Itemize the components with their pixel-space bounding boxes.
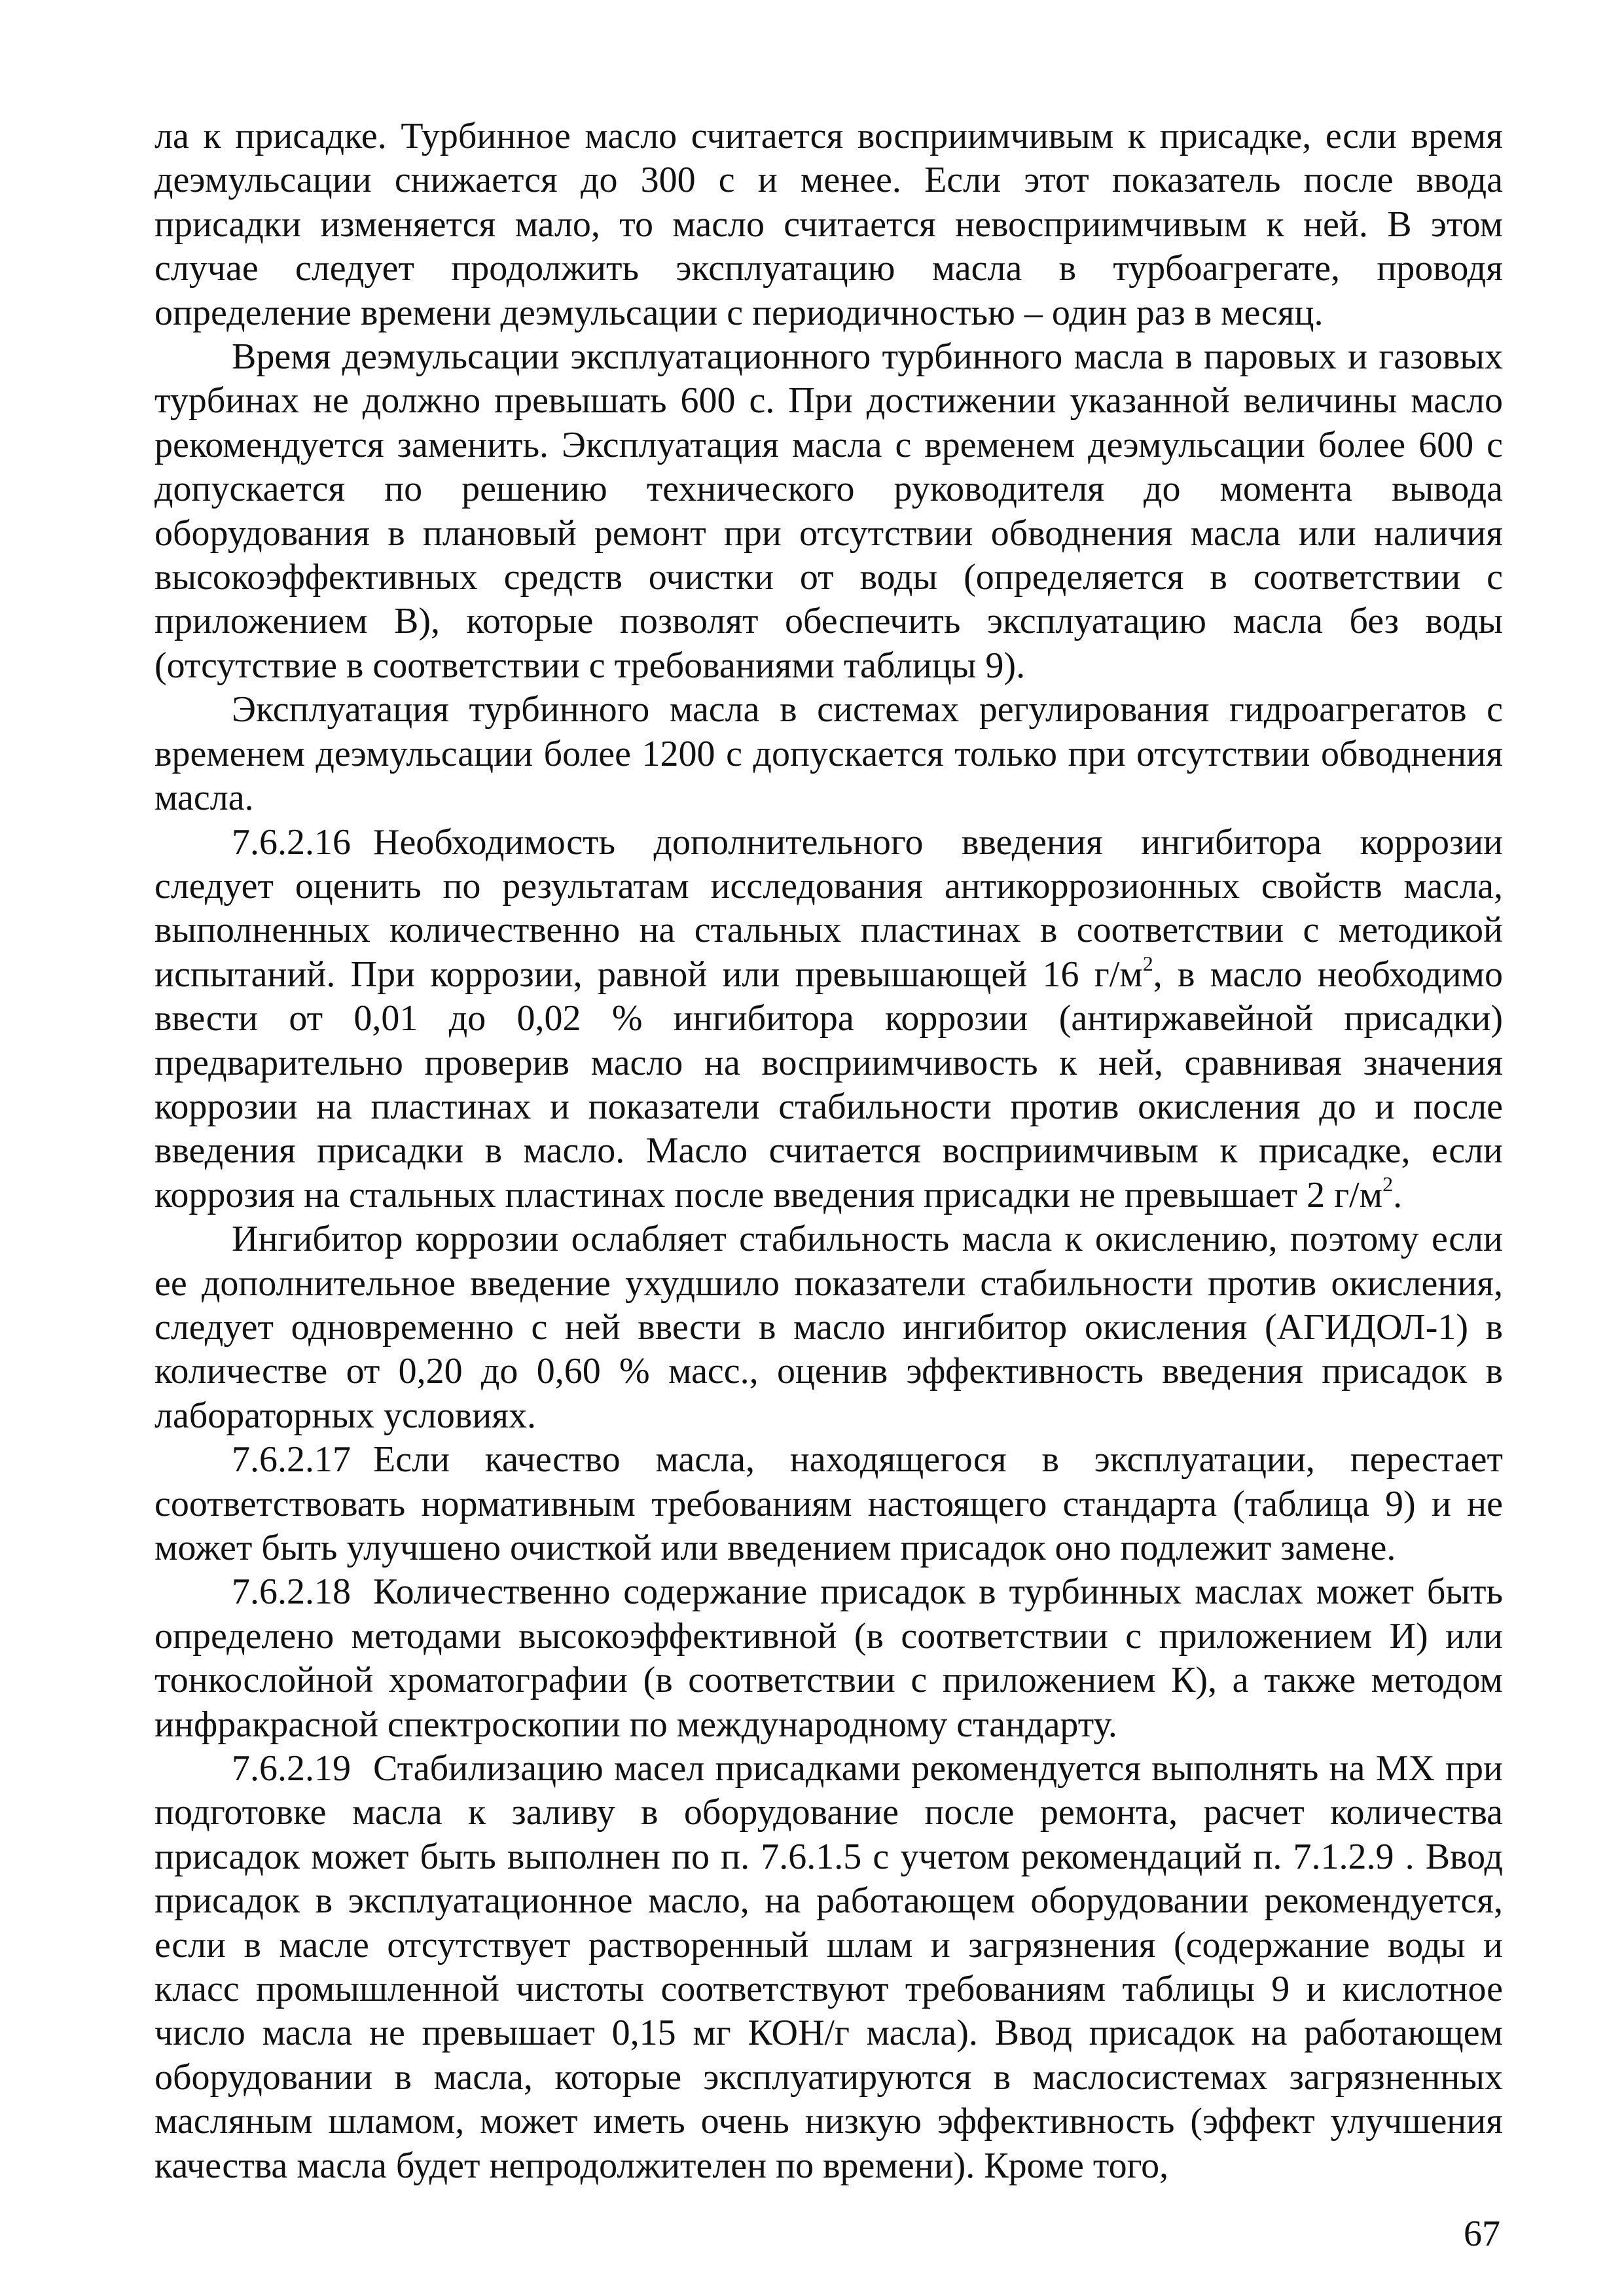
clause-text: Если качество масла, находящегося в эксплуатации, перестает соответствовать нормативным требованиям настоящего стандарта (таблица 9) и не может быть улучшено очисткой или введением присадок оно подлежит замене. bbox=[154, 1439, 1503, 1568]
paragraph-hydro-units: Эксплуатация турбинного масла в системах регулирования гидроагрегатов с временем деэмульсации более 1200 с допускается только при отсутствии обводнения масла. bbox=[154, 689, 1503, 819]
clause-number: 7.6.2.16 bbox=[232, 821, 351, 863]
superscript: 2 bbox=[1382, 1172, 1394, 1196]
paragraph-corrosion-inhibitor: Ингибитор коррозии ослабляет стабильность масла к окислению, поэтому если ее дополнительное введение ухудшило показатели стабильности против окисления, следует одновременно с ней ввести в масло ингибитор окисления (АГИДОЛ-1) в количестве от 0,20 до 0,60 % масс., оценив эффективность введения присадок в лабораторных условиях. bbox=[154, 1219, 1503, 1436]
paragraph-demulsification-time: Время деэмульсации эксплуатационного турбинного масла в паровых и газовых турбинах не должно превышать 600 с. При достижении указанной величины масло рекомендуется заменить. Эксплуатация масла с временем деэмульсации более 600 с допускается по решению технического руководителя до момента вывода оборудования в плановый ремонт при отсутствии обводнения масла или наличия высокоэффективных средств очистки от воды (определяется в соответствии с приложением В), которые позволят обеспечить эксплуатацию масла без воды (отсутствие в соответствии с требованиями таблицы 9). bbox=[154, 336, 1503, 686]
page-number: 67 bbox=[1464, 2214, 1500, 2254]
clause-7-6-2-17 bbox=[154, 1438, 1503, 1570]
clause-number: 7.6.2.19 bbox=[232, 1748, 351, 1789]
clause-number: 7.6.2.18 bbox=[232, 1571, 351, 1613]
clause-text: . bbox=[1393, 1174, 1403, 1215]
paragraph-continuation: ла к присадке. Турбинное масло считается восприимчивым к присадке, если время деэмульсации снижается до 300 с и менее. Если этот показатель после ввода присадки изменяется мало, то масло считается невосприимчивым к ней. В этом случае следует продолжить эксплуатацию масла в турбоагрегате, проводя определение времени деэмульсации с периодичностью – один раз в месяц. bbox=[154, 116, 1503, 333]
clause-text: Необходимость дополнительного введения ингибитора коррозии следует оценить по результатам исследования антикоррозионных свойств масла, выполненных количественно на стальных пластинах в соответствии с методикой испытаний. При коррозии, равной или превышающей 16 г/м bbox=[154, 821, 1503, 995]
clause-number: 7.6.2.17 bbox=[232, 1439, 351, 1480]
document-body bbox=[154, 115, 1503, 2188]
clause-7-6-2-18 bbox=[154, 1570, 1503, 1747]
clause-7-6-2-19 bbox=[154, 1747, 1503, 2188]
clause-7-6-2-16 bbox=[154, 821, 1503, 1218]
clause-text: , в масло необходимо ввести от 0,01 до 0,02 % ингибитора коррозии (антиржавейной присадки) предварительно проверив масло на восприимчивость к ней, сравнивая значения коррозии на пластинах и показатели стабильности против окисления до и после введения присадки в масло. Масло считается восприимчивым к присадке, если коррозия на стальных пластинах после введения присадки не превышает 2 г/м bbox=[154, 954, 1503, 1215]
superscript: 2 bbox=[1142, 951, 1153, 975]
clause-text: Стабилизацию масел присадками рекомендуется выполнять на МХ при подготовке масла к заливу в оборудование после ремонта, расчет количества присадок может быть выполнен по п. 7.6.1.5 с учетом рекомендаций п. 7.1.2.9 . Ввод присадок в эксплуатационное масло, на работающем оборудовании рекомендуется, если в масле отсутствует растворенный шлам и загрязнения (содержание воды и класс промышленной чистоты соответствуют требованиям таблицы 9 и кислотное число масла не превышает 0,15 мг КОН/г масла). Ввод присадок на работающем оборудовании в масла, которые эксплуатируются в маслосистемах загрязненных масляным шламом, может иметь очень низкую эффективность (эффект улучшения качества масла будет непродолжителен по времени). Кроме того, bbox=[154, 1748, 1503, 2186]
clause-text: Количественно содержание присадок в турбинных маслах может быть определено методами высокоэффективной (в соответствии с приложением И) или тонкослойной хроматографии (в соответствии с приложением К), а также методом инфракрасной спектроскопии по международному стандарту. bbox=[154, 1571, 1503, 1745]
